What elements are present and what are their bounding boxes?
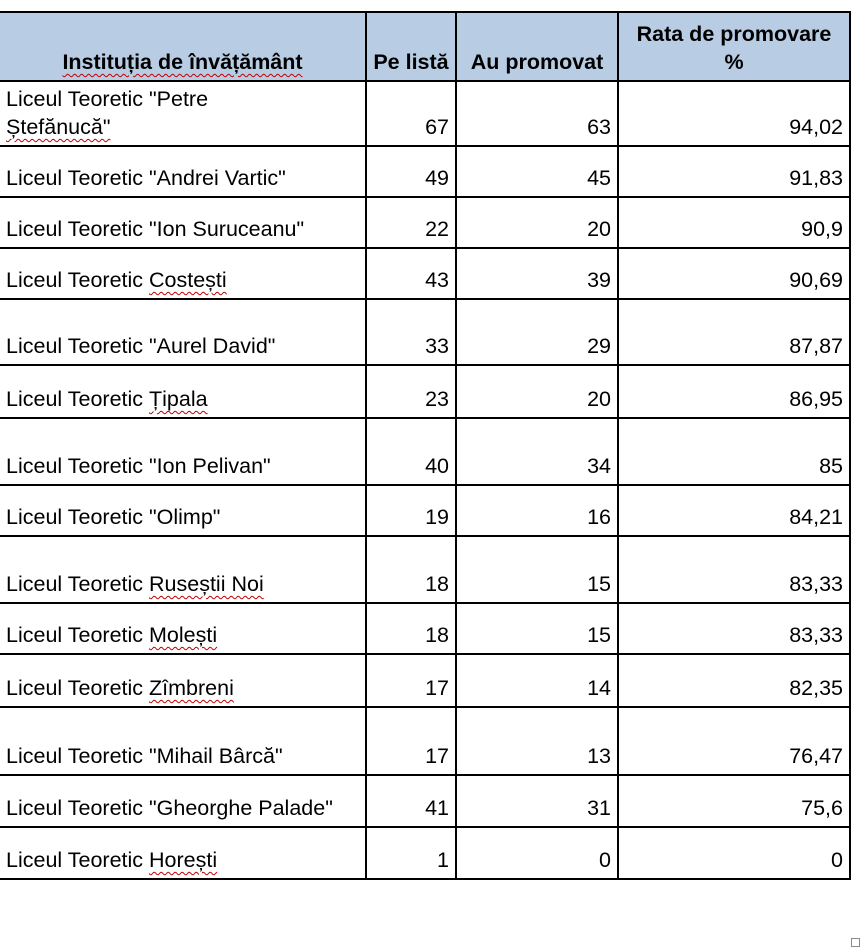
institution-prefix: Liceul Teoretic "Aurel David" (6, 334, 276, 358)
cell-institution[interactable] (0, 827, 366, 879)
cell-institution[interactable] (0, 485, 366, 536)
cell-passed[interactable]: 45 (456, 146, 618, 197)
institution-name: Costești (149, 268, 227, 292)
header-passed[interactable]: Au promovat (456, 12, 618, 81)
institution-prefix: Liceul Teoretic "Gheorghe Palade" (6, 796, 333, 820)
institution-prefix: Liceul Teoretic "Mihail Bârcă" (6, 744, 283, 768)
cell-passed[interactable]: 15 (456, 536, 618, 603)
cell-rate[interactable]: 85 (618, 418, 850, 485)
cell-passed[interactable]: 39 (456, 248, 618, 299)
institution-prefix: Liceul Teoretic (6, 623, 150, 647)
cell-on-list[interactable]: 33 (366, 299, 456, 365)
header-rate[interactable]: Rata de promovare % (618, 12, 850, 81)
header-row (0, 12, 850, 81)
cell-passed[interactable]: 29 (456, 299, 618, 365)
institution-name: Țipala (149, 387, 208, 411)
institution-prefix: Liceul Teoretic "Ion Pelivan" (6, 454, 271, 478)
cell-passed[interactable]: 20 (456, 197, 618, 248)
institution-prefix: Liceul Teoretic (6, 676, 150, 700)
cell-on-list[interactable]: 40 (366, 418, 456, 485)
cell-passed[interactable]: 20 (456, 365, 618, 418)
cell-passed[interactable]: 14 (456, 654, 618, 707)
cell-institution[interactable] (0, 418, 366, 485)
cell-rate[interactable]: 0 (618, 827, 850, 879)
cell-institution[interactable] (0, 365, 366, 418)
institution-prefix: Liceul Teoretic "Andrei Vartic" (6, 166, 286, 190)
cell-passed[interactable]: 0 (456, 827, 618, 879)
cell-institution[interactable] (0, 81, 366, 146)
institution-prefix: Liceul Teoretic "Petre (6, 87, 209, 111)
cell-institution[interactable] (0, 299, 366, 365)
cell-rate[interactable]: 87,87 (618, 299, 850, 365)
cell-on-list[interactable]: 67 (366, 81, 456, 146)
table-row (0, 603, 850, 654)
cell-institution[interactable] (0, 654, 366, 707)
cell-rate[interactable]: 84,21 (618, 485, 850, 536)
table-row (0, 197, 850, 248)
table-row (0, 146, 850, 197)
cell-on-list[interactable]: 18 (366, 536, 456, 603)
results-table (0, 11, 851, 880)
cell-on-list[interactable]: 43 (366, 248, 456, 299)
cell-rate[interactable]: 90,9 (618, 197, 850, 248)
institution-prefix: Liceul Teoretic (6, 268, 150, 292)
cell-on-list[interactable]: 19 (366, 485, 456, 536)
cell-institution[interactable] (0, 197, 366, 248)
institution-name: Ștefănucă" (6, 115, 111, 139)
resize-handle[interactable] (851, 938, 860, 947)
cell-on-list[interactable]: 22 (366, 197, 456, 248)
header-on-list[interactable]: Pe listă (366, 12, 456, 81)
cell-rate[interactable]: 90,69 (618, 248, 850, 299)
cell-institution[interactable] (0, 146, 366, 197)
cell-on-list[interactable]: 17 (366, 707, 456, 775)
cell-on-list[interactable]: 18 (366, 603, 456, 654)
institution-name: Horești (149, 848, 218, 872)
cell-institution[interactable] (0, 603, 366, 654)
table-row (0, 485, 850, 536)
cell-passed[interactable]: 34 (456, 418, 618, 485)
cell-passed[interactable]: 31 (456, 775, 618, 827)
cell-institution[interactable] (0, 707, 366, 775)
institution-name: Ruseștii Noi (149, 572, 264, 596)
cell-passed[interactable]: 13 (456, 707, 618, 775)
table-row (0, 299, 850, 365)
table-row (0, 654, 850, 707)
cell-on-list[interactable]: 23 (366, 365, 456, 418)
institution-prefix: Liceul Teoretic "Ion Suruceanu" (6, 217, 305, 241)
institution-prefix: Liceul Teoretic (6, 848, 150, 872)
table-row (0, 775, 850, 827)
cell-institution[interactable] (0, 536, 366, 603)
table-row (0, 418, 850, 485)
table-row (0, 365, 850, 418)
header-institution[interactable]: Instituția de învățământ (0, 12, 366, 81)
cell-rate[interactable]: 75,6 (618, 775, 850, 827)
cell-on-list[interactable]: 49 (366, 146, 456, 197)
institution-name: Molești (149, 623, 218, 647)
cell-rate[interactable]: 83,33 (618, 603, 850, 654)
cell-institution[interactable] (0, 248, 366, 299)
cell-rate[interactable]: 94,02 (618, 81, 850, 146)
cell-on-list[interactable]: 41 (366, 775, 456, 827)
cell-rate[interactable]: 82,35 (618, 654, 850, 707)
institution-name: Zîmbreni (149, 676, 234, 700)
table-body (0, 81, 850, 879)
cell-passed[interactable]: 16 (456, 485, 618, 536)
cell-on-list[interactable]: 17 (366, 654, 456, 707)
cell-rate[interactable]: 91,83 (618, 146, 850, 197)
cell-rate[interactable]: 83,33 (618, 536, 850, 603)
table-row (0, 827, 850, 879)
cell-institution[interactable] (0, 775, 366, 827)
table-row (0, 81, 850, 146)
cell-passed[interactable]: 15 (456, 603, 618, 654)
table-row (0, 707, 850, 775)
cell-rate[interactable]: 76,47 (618, 707, 850, 775)
cell-rate[interactable]: 86,95 (618, 365, 850, 418)
table-row (0, 248, 850, 299)
table-row (0, 536, 850, 603)
institution-prefix: Liceul Teoretic (6, 572, 150, 596)
cell-passed[interactable]: 63 (456, 81, 618, 146)
institution-prefix: Liceul Teoretic (6, 387, 150, 411)
cell-on-list[interactable]: 1 (366, 827, 456, 879)
institution-prefix: Liceul Teoretic "Olimp" (6, 505, 221, 529)
